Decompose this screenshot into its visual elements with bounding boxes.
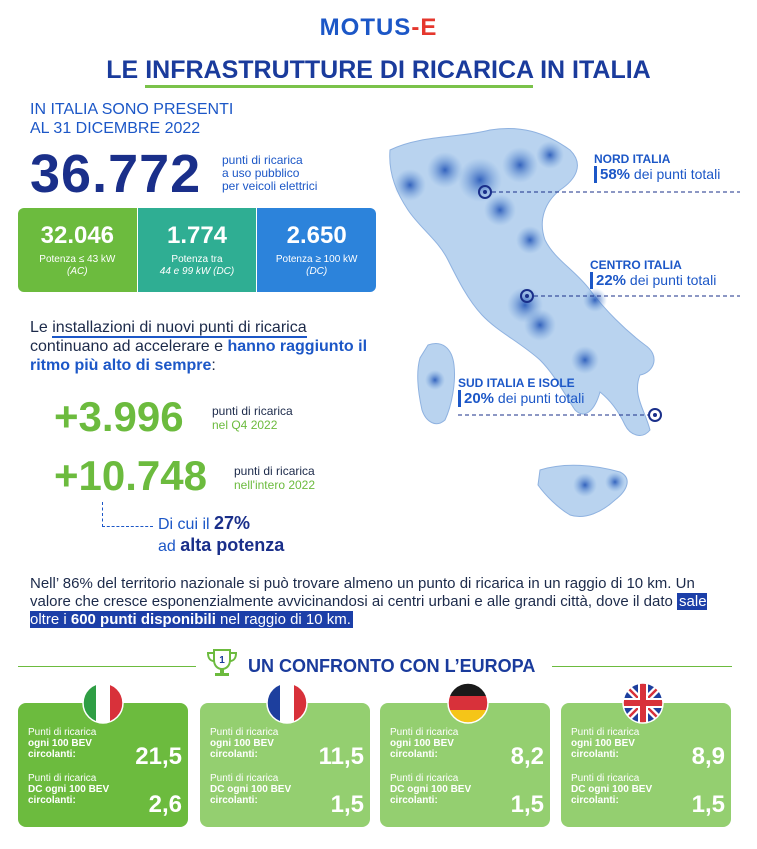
- intro-line-1: IN ITALIA SONO PRESENTI: [30, 101, 234, 118]
- highlighted-fact: sale oltre i 600 punti disponibili nel raggio di 10 km.: [30, 593, 707, 628]
- section-divider-right: [552, 666, 732, 667]
- density-hotspot: [583, 288, 607, 312]
- europe-section-title: UN CONFRONTO CON L’EUROPA: [248, 656, 536, 676]
- power-box-value: 32.046: [40, 222, 115, 249]
- page-title: [0, 56, 757, 85]
- metric-value: 2,6: [148, 791, 182, 818]
- year-growth-note: punti di ricarica nell'intero 2022: [234, 464, 316, 492]
- q4-growth-value: +3.996: [54, 393, 184, 440]
- total-note: [222, 154, 317, 193]
- logo-plug-icon: -: [411, 14, 421, 41]
- italy-flag-icon: [82, 682, 124, 724]
- title-underlined: INFRASTRUTTURE DI RICARICA: [145, 56, 533, 88]
- total-note-1: punti di ricarica: [222, 153, 303, 167]
- density-hotspot: [573, 473, 597, 497]
- metric-value: 8,2: [510, 743, 544, 770]
- total-note-2: a uso pubblico: [222, 166, 300, 180]
- dashed-connector: [102, 502, 153, 527]
- germany-flag-icon: [447, 682, 489, 724]
- metric-label: Punti di ricarica DC ogni 100 BEV circolanti:: [571, 773, 653, 806]
- france-flag-icon: [266, 682, 308, 724]
- total-charging-points: 36.772: [30, 144, 202, 204]
- density-hotspot: [605, 472, 625, 492]
- metric-label: Punti di ricarica DC ogni 100 BEV circolanti:: [28, 773, 110, 806]
- metric-value: 1,5: [510, 791, 544, 818]
- region-centro: [590, 258, 716, 289]
- power-box-desc: Potenza ≤ 43 kW (AC): [39, 254, 116, 277]
- region-sud: [458, 376, 584, 407]
- power-breakdown: [18, 208, 376, 292]
- region-share: 20% dei punti totali: [458, 390, 584, 407]
- power-box-value: 2.650: [286, 222, 347, 249]
- power-box-ac: [18, 208, 137, 292]
- power-box-dc-high: [256, 208, 376, 292]
- intro-line-2: AL 31 DICEMBRE 2022: [30, 120, 201, 137]
- region-name: NORD ITALIA: [594, 152, 671, 166]
- total-note-3: per veicoli elettrici: [222, 179, 318, 193]
- metric-value: 1,5: [691, 791, 725, 818]
- density-hotspot: [425, 370, 445, 390]
- density-hotspot: [536, 141, 564, 169]
- density-hotspot: [394, 169, 426, 201]
- region-share: 22% dei punti totali: [590, 272, 716, 289]
- density-hotspot: [502, 147, 538, 183]
- power-box-desc: Potenza tra 44 e 99 kW (DC): [159, 254, 235, 277]
- high-power-share: Di cui il 27% ad alta potenza: [158, 513, 285, 555]
- density-hotspot: [484, 194, 516, 226]
- region-name: SUD ITALIA E ISOLE: [458, 376, 575, 390]
- region-share: 58% dei punti totali: [594, 166, 720, 183]
- density-hotspot: [571, 346, 599, 374]
- metric-label: Punti di ricarica DC ogni 100 BEV circolanti:: [390, 773, 472, 806]
- metric-label: Punti di ricarica ogni 100 BEV circolanti:: [210, 727, 279, 760]
- motus-e-logo: [0, 14, 757, 42]
- power-box-value: 1.774: [166, 222, 228, 249]
- metric-value: 11,5: [318, 743, 364, 770]
- metric-label: Punti di ricarica ogni 100 BEV circolanti:: [28, 727, 97, 760]
- metric-value: 1,5: [330, 791, 364, 818]
- intro-text: [30, 100, 233, 138]
- density-hotspot: [516, 226, 544, 254]
- logo-text: MOTUS: [319, 14, 412, 41]
- power-box-dc-mid: [137, 208, 257, 292]
- metric-value: 8,9: [691, 743, 725, 770]
- title-post: IN ITALIA: [533, 56, 651, 84]
- title-pre: LE: [106, 56, 146, 84]
- density-hotspot: [524, 309, 556, 341]
- coverage-paragraph: Nell’ 86% del territorio nazionale si può trovare almeno un punto di ricarica in un raggio di 10 km. Un valore che cresce esponenzialmente avvicinandosi ai centri urbani e alle grandi città, dove il dato sale oltre i 600 punti disponibili nel raggio di 10 km.: [30, 575, 707, 628]
- metric-label: Punti di ricarica ogni 100 BEV circolanti:: [390, 727, 459, 760]
- region-nord: [594, 152, 720, 183]
- region-name: CENTRO ITALIA: [590, 258, 682, 272]
- growth-paragraph: Le installazioni di nuovi punti di ricarica continuano ad accelerare e hanno raggiunto il ritmo più alto di sempre:: [30, 319, 368, 374]
- trophy-icon: [202, 648, 242, 678]
- logo-suffix: E: [420, 14, 438, 41]
- power-box-desc: Potenza ≥ 100 kW (DC): [275, 254, 358, 277]
- uk-flag-icon: [622, 682, 664, 724]
- year-growth-value: +10.748: [54, 452, 207, 499]
- section-divider-left: [18, 666, 196, 667]
- metric-label: Punti di ricarica ogni 100 BEV circolanti:: [571, 727, 640, 760]
- metric-label: Punti di ricarica DC ogni 100 BEV circolanti:: [210, 773, 292, 806]
- metric-value: 21,5: [135, 743, 182, 770]
- q4-growth-note: punti di ricarica nel Q4 2022: [212, 404, 293, 432]
- trophy-number: 1: [219, 655, 225, 666]
- density-hotspot: [427, 152, 463, 188]
